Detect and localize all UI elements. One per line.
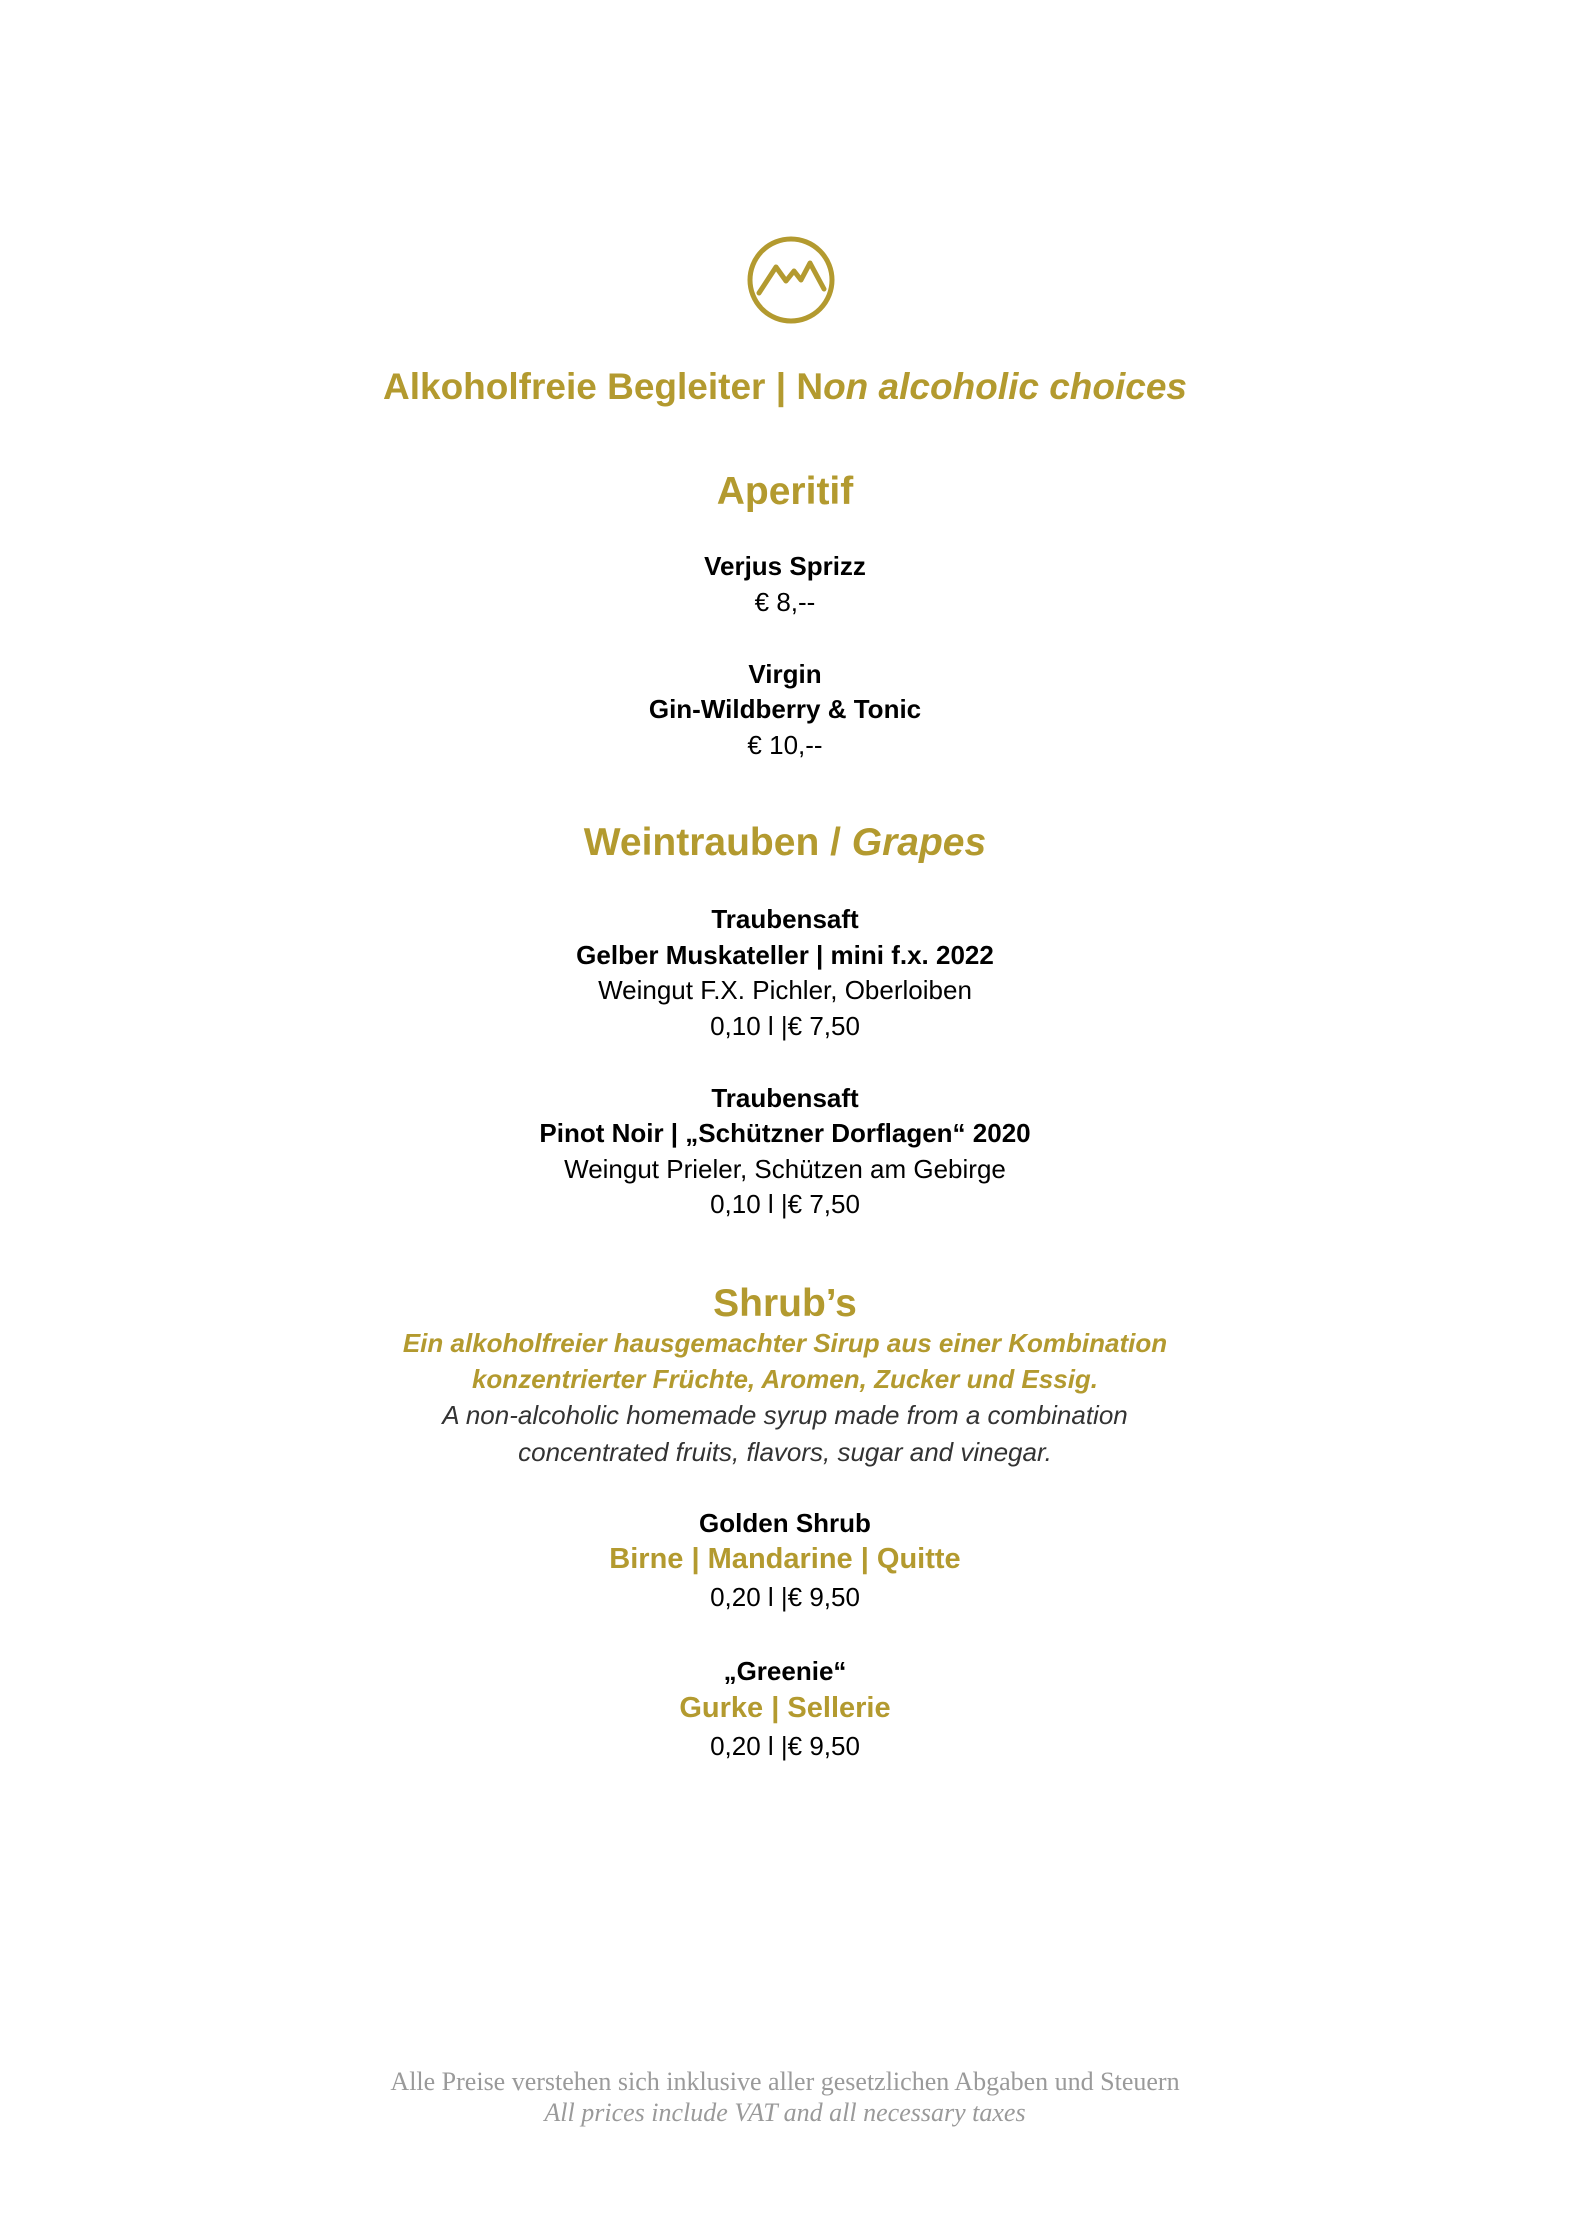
- item-producer: Weingut Prieler, Schützen am Gebirge: [564, 1154, 1006, 1184]
- item-ingredients: Gurke | Sellerie: [679, 1692, 891, 1724]
- item-price: € 10,--: [747, 730, 823, 760]
- section-heading-grapes: Weintrauben / Grapes: [583, 821, 987, 864]
- item-name: Verjus Sprizz: [704, 551, 866, 581]
- item-price: € 8,--: [754, 587, 816, 617]
- item-name: Golden Shrub: [699, 1508, 871, 1538]
- footer-note-en: All prices include VAT and all necessary taxes: [544, 2098, 1026, 2127]
- shrubs-description-de: Ein alkoholfreier hausgemachter Sirup aus einer Kombination: [402, 1328, 1168, 1358]
- page-title-en: on alcoholic choices: [823, 366, 1187, 407]
- item-price: 0,10 l |€ 7,50: [710, 1189, 860, 1219]
- section-heading-shrubs: Shrub’s: [713, 1282, 857, 1325]
- item-ingredients: Birne | Mandarine | Quitte: [609, 1543, 961, 1575]
- section-heading-aperitif: Aperitif: [716, 470, 854, 513]
- item-name: „Greenie“: [723, 1656, 847, 1686]
- mountain-logo-icon: [746, 235, 836, 325]
- item-name: Virgin: [748, 659, 822, 689]
- item-price: 0,10 l |€ 7,50: [710, 1011, 860, 1041]
- item-name: Gelber Muskateller | mini f.x. 2022: [576, 940, 994, 970]
- shrubs-description-en: concentrated fruits, flavors, sugar and vinegar.: [518, 1437, 1052, 1467]
- item-kind: Traubensaft: [711, 1083, 859, 1113]
- item-price: 0,20 l |€ 9,50: [710, 1731, 860, 1761]
- item-kind: Traubensaft: [711, 904, 859, 934]
- footer-note-de: Alle Preise verstehen sich inklusive aller gesetzlichen Abgaben und Steuern: [390, 2067, 1180, 2096]
- item-producer: Weingut F.X. Pichler, Oberloiben: [598, 975, 972, 1005]
- page-title: Alkoholfreie Begleiter | Non alcoholic choices: [383, 366, 1187, 407]
- item-name: Gin-Wildberry & Tonic: [648, 694, 922, 724]
- item-name: Pinot Noir | „Schützner Dorflagen“ 2020: [539, 1118, 1031, 1148]
- shrubs-description-en: A non-alcoholic homemade syrup made from a combination: [442, 1400, 1128, 1430]
- item-price: 0,20 l |€ 9,50: [710, 1582, 860, 1612]
- shrubs-description-de: konzentrierter Früchte, Aromen, Zucker und Essig.: [471, 1364, 1099, 1394]
